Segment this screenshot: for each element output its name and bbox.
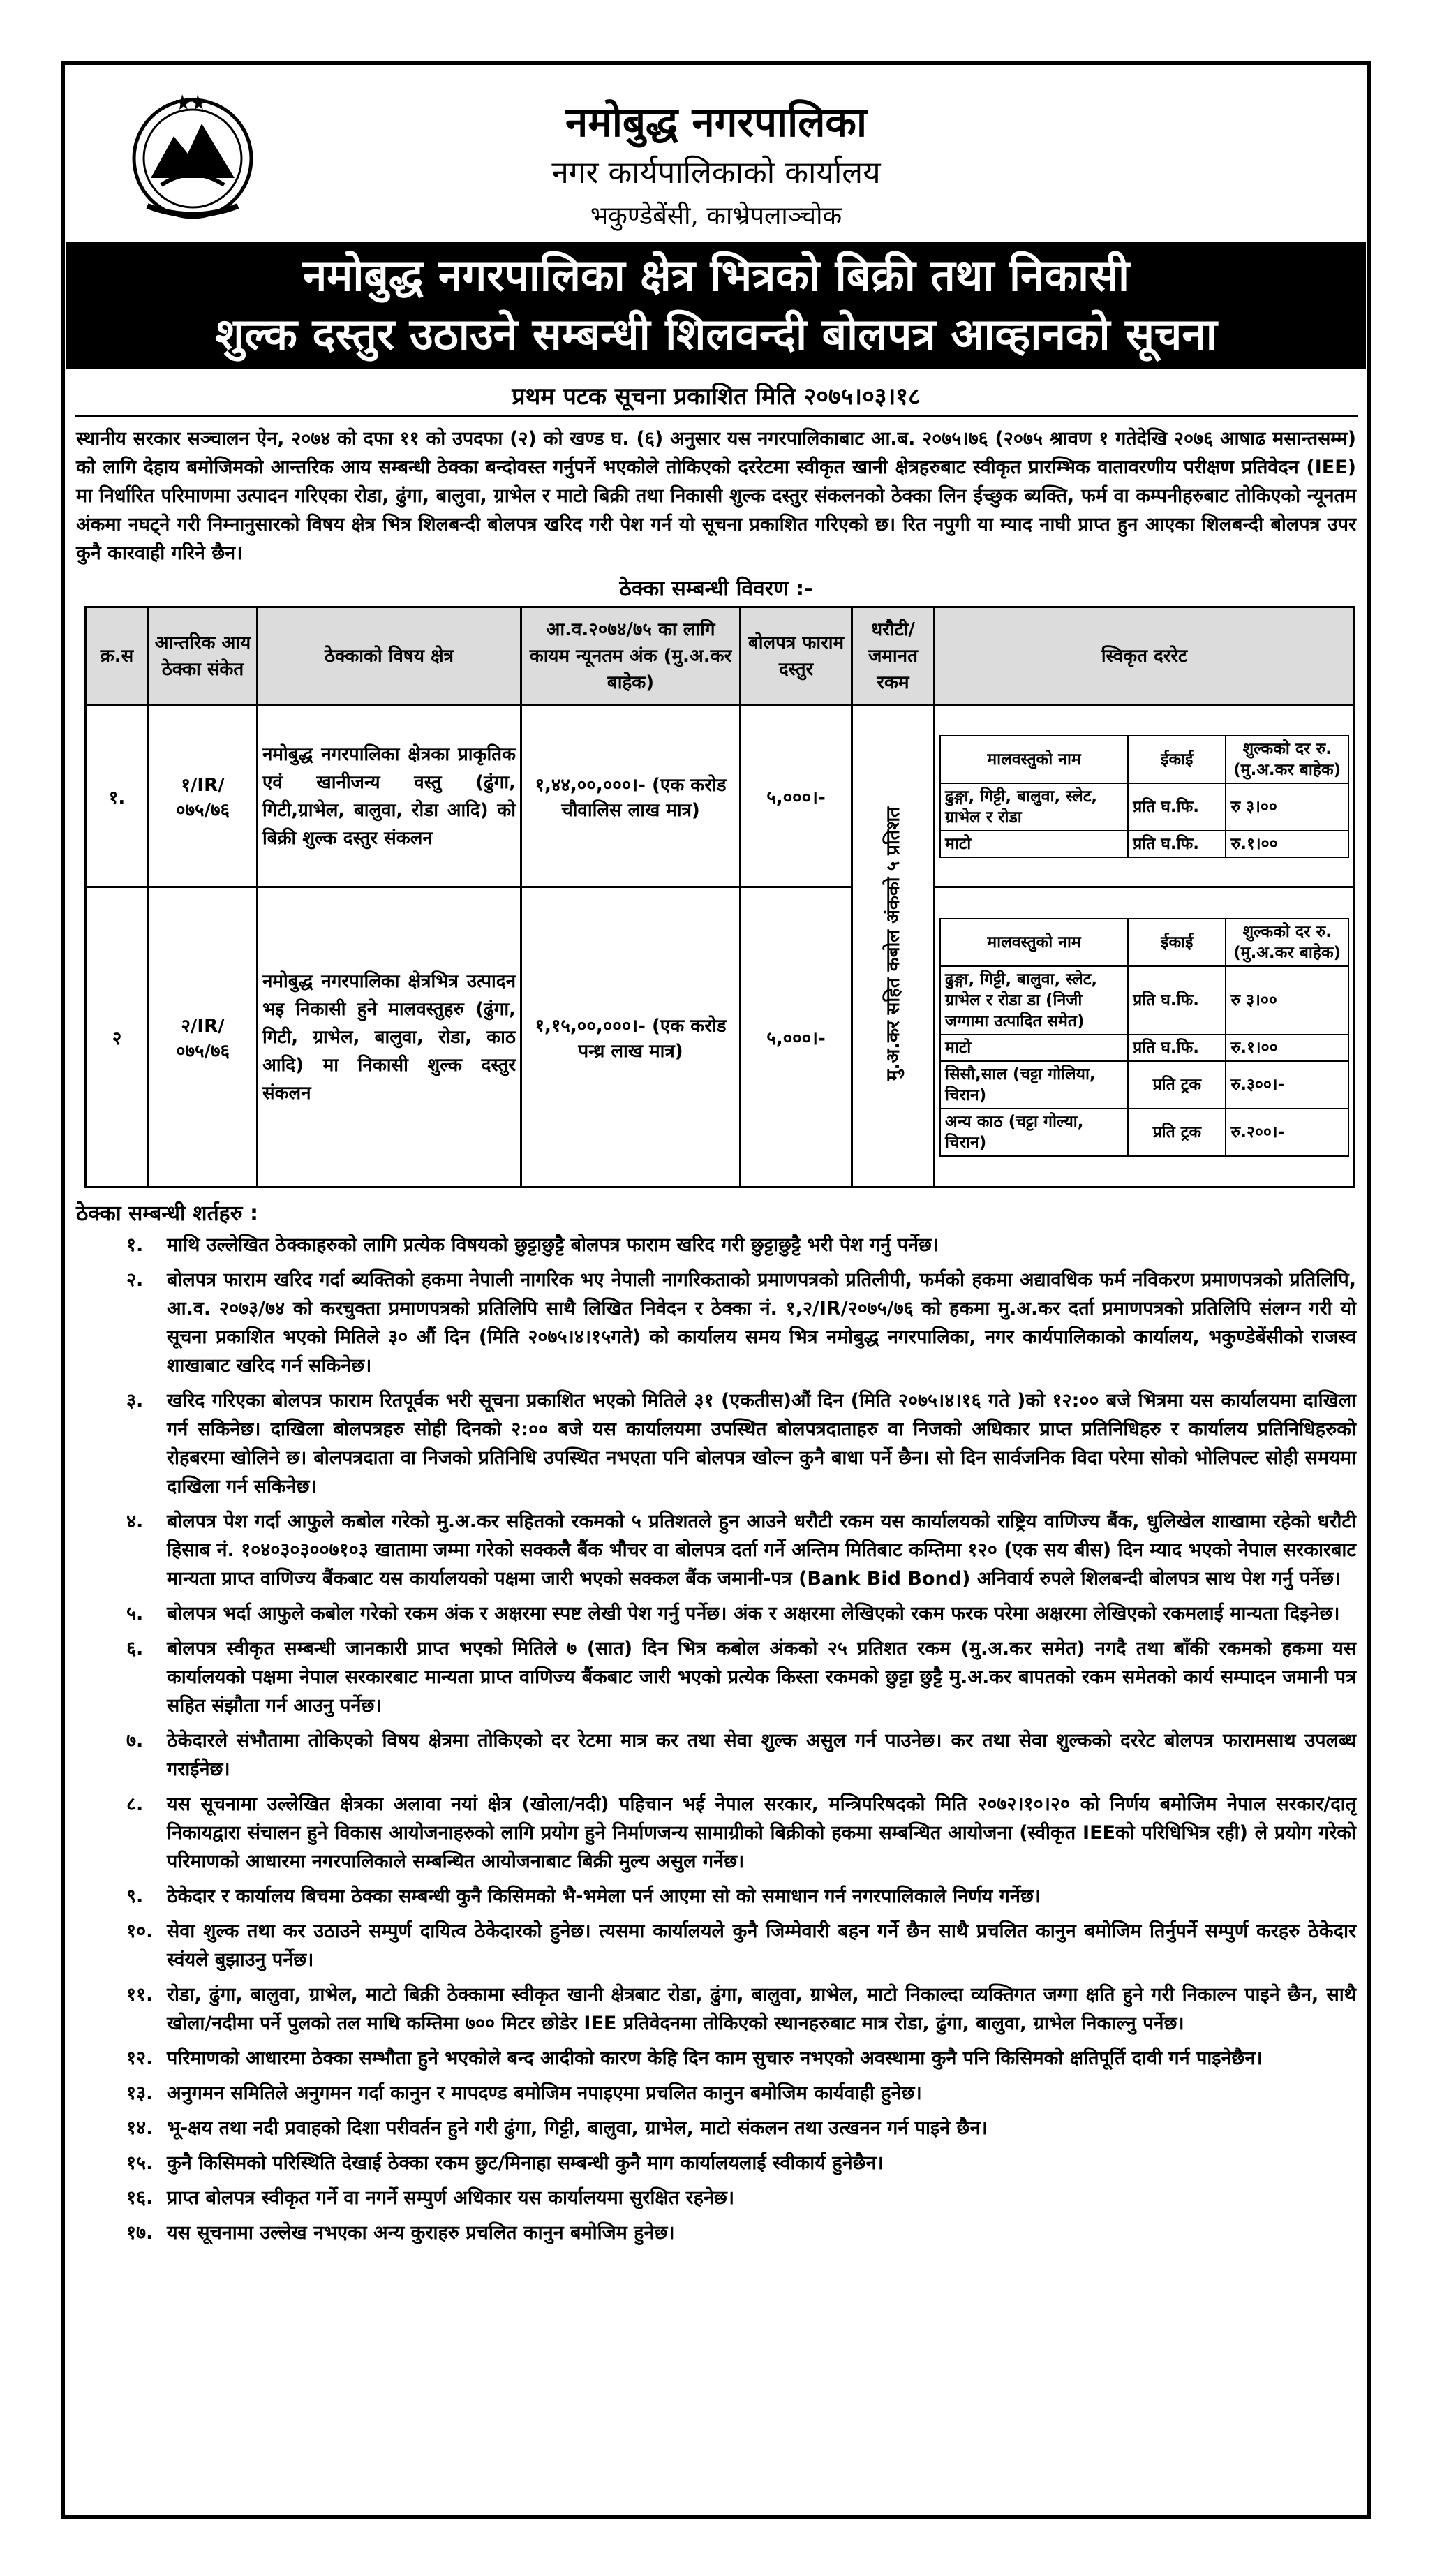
notice-title-line-1: नमोबुद्ध नगरपालिका क्षेत्र भित्रको बिक्री तथा निकासी	[302, 250, 1130, 301]
rate-item: माटो	[940, 831, 1128, 857]
rate-header-rate: शुल्कको दर रु.(मु.अ.कर बाहेक)	[1226, 919, 1348, 966]
rate-unit: प्रति ट्रक	[1128, 1061, 1226, 1109]
term-text: ठेकेदारले संभौतामा तोकिएको विषय क्षेत्रमा तोकिएको दर रेटमा मात्र कर तथा सेवा शुल्क असुल गर्न पाउनेछ। कर तथा सेवा शुल्कको दररेट बोलपत्र फारामसाथ उपलब्ध गराईनेछ।	[167, 1730, 1356, 1780]
rate-value: रु.२००।-	[1226, 1109, 1348, 1156]
row-subject: नमोबुद्ध नगरपालिका क्षेत्रभित्र उत्पादन भइ निकासी हुने मालवस्तुहरु (ढुंगा, गिटी, ग्राभेल, बालुवा, रोडा, काठ आदि) मा निकासी शुल्क दस्तुर संकलन	[258, 887, 521, 1187]
term-text: ठेकेदार र कार्यालय बिचमा ठेक्का सम्बन्धी कुनै किसिमको भै-भमेला पर्न आएमा सो को समाधान गर्न नगरपालिकाले निर्णय गर्नेछ।	[167, 1886, 1041, 1907]
term-number: ४.	[126, 1511, 144, 1532]
term-text: अनुगमन समितिले अनुगमन गर्दा कानुन र मापदण्ड बमोजिम नपाइएमा प्रचलित कानुन बमोजिम कार्यवाही हुनेछ।	[167, 2082, 922, 2104]
office-name: नगर कार्यपालिकाको कार्यालय	[551, 155, 881, 191]
rate-value: रु.१।००	[1226, 831, 1348, 857]
header-sn: क्र.स	[86, 607, 149, 706]
rate-item: ढुङ्गा, गिट्टी, बालुवा, स्लेट, ग्राभेल र रोडा डा (निजी जग्गामा उत्पादित समेत)	[940, 966, 1128, 1035]
list-item	[76, 2114, 1356, 2142]
rate-value: रु ३।००	[1226, 783, 1348, 831]
rate-item: माटो	[940, 1035, 1128, 1061]
rate-value: रु.१।००	[1226, 1035, 1348, 1061]
list-item	[76, 2184, 1356, 2212]
row-rate-cell	[935, 706, 1355, 887]
contract-details-table	[84, 606, 1355, 1188]
table-header-row	[86, 607, 1355, 706]
term-number: १७.	[126, 2222, 154, 2244]
list-item	[76, 2079, 1356, 2108]
term-number: ५.	[126, 1603, 144, 1624]
terms-title: ठेक्का सम्बन्धी शर्तहरु :	[76, 1201, 258, 1226]
rate-table	[939, 918, 1349, 1157]
list-item	[76, 1790, 1356, 1876]
row-sn: २	[86, 887, 149, 1187]
term-text: भू-क्षय तथा नदी प्रवाहको दिशा परीवर्तन हुने गरी ढुंगा, गिट्टी, बालुवा, ग्राभेल, माटो संकलन तथा उत्खनन गर्न पाइने छैन।	[167, 2117, 988, 2139]
rate-item: ढुङ्गा, गिट्टी, बालुवा, स्लेट, ग्राभेल र रोडा	[940, 783, 1128, 831]
header-subject: ठेक्काको विषय क्षेत्र	[258, 607, 521, 706]
row-form-fee: ५,०००।-	[741, 887, 852, 1187]
row-code: २/IR/ ०७५/७६	[149, 887, 258, 1187]
term-number: ९.	[126, 1886, 144, 1907]
term-number: १०.	[126, 1920, 154, 1942]
row-sn: १.	[86, 706, 149, 887]
list-item	[76, 1386, 1356, 1501]
org-name: नमोबुद्ध नगरपालिका	[565, 98, 867, 146]
notice-title-banner	[66, 242, 1366, 369]
term-text: माथि उल्लेखित ठेक्काहरुको लागि प्रत्येक विषयको छुट्टाछुट्टै बोलपत्र फाराम खरिद गरी छुट्टाछुट्टै भरी पेश गर्नु पर्नेछ।	[167, 1234, 939, 1256]
rate-header-item: मालवस्तुको नाम	[940, 736, 1128, 783]
intro-paragraph: स्थानीय सरकार सञ्चालन ऐन, २०७४ को दफा ११ को उपदफा (२) को खण्ड घ. (६) अनुसार यस नगरपालिकाबाट आ.ब. २०७५।७६ (२०७५ श्रावण १ गतेदेखि २०७६ आषाढ मसान्तसम्म) को लागि देहाय बमोजिमको आन्तरिक आय सम्बन्धी ठेक्का बन्दोवस्त गर्नुपर्ने भएकोले तोकिएको दररेटमा स्वीकृत खानी क्षेत्रहरुबाट स्वीकृत प्रारम्भिक वातावरणीय परीक्षण प्रतिवेदन (IEE) मा निर्धारित परिमाणमा उत्पादन गरिएका रोडा, ढुंगा, बालुवा, ग्राभेल र माटो बिक्री तथा निकासी शुल्क दस्तुर संकलनको ठेक्का लिन ईच्छुक ब्यक्ति, फर्म वा कम्पनीहरुबाट तोकिएको न्यूनतम अंकमा नघट्ने गरी निम्नानुसारको विषय क्षेत्र भित्र शिलबन्दी बोलपत्र खरिद गरी पेश गर्न यो सूचना प्रकाशित गरिएको छ। रित नपुगी या म्याद नाघी प्राप्त हुन आएका शिलबन्दी बोलपत्र उपर कुनै कारवाही गरिने छैन।	[76, 428, 1356, 564]
list-item	[76, 1266, 1356, 1380]
rate-value: रु.३००।-	[1226, 1061, 1348, 1109]
list-item	[76, 2044, 1356, 2073]
list-item	[76, 1726, 1356, 1784]
header-rate: स्विकृत दररेट	[935, 607, 1355, 706]
header-min-amount: आ.व.२०७४/७५ का लागि कायम न्यूनतम अंक (मु.अ.कर बाहेक)	[521, 607, 741, 706]
rate-header-rate: शुल्कको दर रु.(मु.अ.कर बाहेक)	[1226, 736, 1348, 783]
row-form-fee: ५,०००।-	[741, 706, 852, 887]
term-number: ३.	[126, 1390, 144, 1412]
term-text: यस सूचनामा उल्लेखित क्षेत्रका अलावा नयां क्षेत्र (खोला/नदी) पहिचान भई नेपाल सरकार, मन्त्रिपरिषदको मिति २०७२।१०।२० को निर्णय बमोजिम नेपाल सरकार/दातृ निकायद्वारा संचालन हुने विकास आयोजनाहरुको लागि प्रयोग हुने निर्माणजन्य सामाग्रीको बिक्रीको हकमा सम्बन्धित आयोजना (स्वीकृत IEEको परिधिभित्र रही) ले प्रयोग गरेको परिमाणको आधारमा नगरपालिकाले सम्बन्धित आयोजनाबाट बिक्री मुल्य असुल गर्नेछ।	[167, 1793, 1356, 1872]
header-form-fee: बोलपत्र फाराम दस्तुर	[741, 607, 852, 706]
list-item	[76, 1917, 1356, 1974]
table-row	[86, 706, 1355, 887]
rate-value: रु ३।००	[1226, 966, 1348, 1035]
list-item	[76, 1599, 1356, 1628]
term-number: १४.	[126, 2117, 154, 2139]
rate-item: सिसौ,साल (चट्टा गोलिया, चिरान)	[940, 1061, 1128, 1109]
table-title: ठेक्का सम्बन्धी विवरण :-	[619, 577, 813, 601]
term-text: बोलपत्र पेश गर्दा आफुले कबोल गरेको मु.अ.कर सहितको रकमको ५ प्रतिशतले हुन आउने धरौटी रकम यस कार्यालयको राष्ट्रिय वाणिज्य बैंक, धुलिखेल शाखामा रहेको धरौटी हिसाब नं. १०४०३०३००७१०३ खातामा जम्मा गरेको सक्कलै बैंक भौचर वा बोलपत्र दर्ता गर्ने अन्तिम मितिबाट कम्तिमा १२० (एक सय बीस) दिन म्याद भएको नेपाल सरकारबाट मान्यता प्राप्त वाणिज्य बैंकबाट यस कार्यालयको पक्षमा जारी भएको सक्कल बैंक जमानी-पत्र (Bank Bid Bond) अनिवार्य रुपले शिलबन्दी बोलपत्र साथ पेश गर्नु पर्नेछ।	[167, 1511, 1356, 1590]
rate-header-unit: ईकाई	[1128, 736, 1226, 783]
notice-page	[61, 61, 1371, 2519]
rate-item: अन्य काठ (चट्टा गोल्या, चिरान)	[940, 1109, 1128, 1156]
term-number: ६.	[126, 1638, 144, 1659]
term-text: रोडा, ढुंगा, बालुवा, ग्राभेल, माटो बिक्री ठेक्कामा स्वीकृत खानी क्षेत्रबाट रोडा, ढुंगा, बालुवा, ग्राभेल, माटो निकाल्दा व्यक्तिगत जग्गा क्षति हुने गरी निकाल्न पाइने छैन, साथै खोला/नदीमा पर्ने पुलको तल माथि कम्तिमा ७०० मिटर छोडेर IEE प्रतिवेदनमा तोकिएको स्थानहरुबाट मात्र रोडा, ढुंगा, बालुवा, ग्राभेल निकाल्नु पर्नेछ।	[167, 1984, 1356, 2034]
term-number: १२.	[126, 2048, 154, 2069]
rate-unit: प्रति ट्रक	[1128, 1109, 1226, 1156]
list-item	[76, 2149, 1356, 2177]
row-min-amount: १,४४,००,०००।- (एक करोड चौवालिस लाख मात्र)	[521, 706, 741, 887]
terms-list	[65, 1231, 1367, 2247]
term-text: यस सूचनामा उल्लेख नभएका अन्य कुराहरु प्रचलित कानुन बमोजिम हुनेछ।	[167, 2222, 675, 2244]
rate-table	[939, 735, 1349, 858]
list-item	[76, 1882, 1356, 1911]
list-item	[76, 1634, 1356, 1720]
row-code: १/IR/ ०७५/७६	[149, 706, 258, 887]
term-number: १६.	[126, 2187, 154, 2209]
office-address: भकुण्डेबेंसी, काभ्रेपलाञ्चोक	[590, 202, 842, 230]
rate-header-item: मालवस्तुको नाम	[940, 919, 1128, 966]
list-item	[76, 1231, 1356, 1259]
term-number: ७.	[126, 1730, 144, 1752]
rate-unit: प्रति घ.फि.	[1128, 966, 1226, 1035]
term-text: परिमाणको आधारमा ठेक्का सम्भौता हुने भएकोले बन्द आदीको कारण केहि दिन काम सुचारु नभएको अवस्थामा कुनै पनि किसिमको क्षतिपूर्ति दावी गर्न पाइनेछैन।	[167, 2048, 1263, 2069]
term-text: प्राप्त बोलपत्र स्वीकृत गर्ने वा नगर्ने सम्पुर्ण अधिकार यस कार्यालयमा सुरक्षित रहनेछ।	[167, 2187, 735, 2209]
term-text: खरिद गरिएका बोलपत्र फाराम रितपूर्वक भरी सूचना प्रकाशित भएको मितिले ३१ (एकतीस)औं दिन (मिति २०७५।४।१६ गते )को १२:०० बजे भित्रमा यस कार्यालयमा दाखिला गर्न सकिनेछ। दाखिला बोलपत्रहरु सोही दिनको २:०० बजे यस कार्यालयमा उपस्थित बोलपत्रदाताहरु वा निजको अधिकार प्राप्त प्रतिनिधिहरु र कार्यालय प्रतिनिधिहरुको रोहबरमा खोलिने छ। बोलपत्रदाता वा निजको प्रतिनिधि उपस्थित नभएता पनि बोलपत्र खोल्न कुनै बाधा पर्ने छैन। सो दिन सार्वजनिक विदा परेमा सोको भोलिपल्ट सोही समयमा दाखिला गर्न सकिनेछ।	[167, 1390, 1356, 1497]
publication-date: प्रथम पटक सूचना प्रकाशित मिति २०७५।०३।१८	[75, 369, 1358, 417]
term-text: बोलपत्र फाराम खरिद गर्दा ब्यक्तिको हकमा नेपाली नागरिक भए नेपाली नागरिकताको प्रमाणपत्रको प्रतिलीपी, फर्मको हकमा अद्यावधिक फर्म नविकरण प्रमाणपत्रको प्रतिलिपि, आ.व. २०७३/७४ को करचुक्ता प्रमाणपत्रको प्रतिलिपि साथै लिखित निवेदन र ठेक्का नं. १,२/IR/२०७५/७६ को हकमा मु.अ.कर दर्ता प्रमाणपत्रको प्रतिलिपि संलग्न गरी यो सूचना प्रकाशित भएको मितिले ३० औं दिन (मिति २०७५।४।१५गते) को कार्यालय समय भित्र नमोबुद्ध नगरपालिका, नगर कार्यपालिकाको कार्यालय, भकुण्डेबेंसीको राजस्व शाखाबाट खरिद गर्न सकिनेछ।	[167, 1269, 1356, 1377]
header	[65, 65, 1367, 242]
row-rate-cell	[935, 887, 1355, 1187]
term-number: १.	[126, 1234, 144, 1256]
list-item	[76, 1981, 1356, 2038]
header-code: आन्तरिक आय ठेक्का संकेत	[149, 607, 258, 706]
term-text: बोलपत्र स्वीकृत सम्बन्धी जानकारी प्राप्त भएको मितिले ७ (सात) दिन भित्र कबोल अंकको २५ प्रतिशत रकम (मु.अ.कर समेत) नगदै तथा बाँकी रकमको हकमा यस कार्यालयको पक्षमा नेपाल सरकारबाट मान्यता प्राप्त वाणिज्य बैंकबाट जारी भएको प्रत्येक किस्ता रकमको छुट्टा छुट्टै मु.अ.कर बापतको रकम समेतको कार्य सम्पादन जमानी पत्र सहित संझौता गर्न आउनु पर्नेछ।	[167, 1638, 1356, 1717]
list-item	[76, 1507, 1356, 1593]
table-row	[86, 887, 1355, 1187]
term-number: १३.	[126, 2082, 154, 2104]
header-deposit: धरौटी/ जमानत रकम	[852, 607, 935, 706]
list-item	[76, 2219, 1356, 2247]
term-number: २.	[126, 1269, 144, 1291]
rate-unit: प्रति घ.फि.	[1128, 831, 1226, 857]
row-min-amount: १,१५,००,०००।- (एक करोड पन्ध्र लाख मात्र)	[521, 887, 741, 1187]
term-number: ८.	[126, 1793, 144, 1815]
row-subject: नमोबुद्ध नगरपालिका क्षेत्रका प्राकृतिक एवं खानीजन्य वस्तु (ढुंगा, गिटी,ग्राभेल, बालुवा, रोडा आदि) को बिक्री शुल्क दस्तुर संकलन	[258, 706, 521, 887]
rate-unit: प्रति घ.फि.	[1128, 783, 1226, 831]
term-text: सेवा शुल्क तथा कर उठाउने सम्पुर्ण दायित्व ठेकेदारको हुनेछ। त्यसमा कार्यालयले कुनै जिम्मेवारी बहन गर्ने छैन साथै प्रचलित कानुन बमोजिम तिर्नुपर्ने सम्पुर्ण करहरु ठेकेदार स्वंयले बुझाउनु पर्नेछ।	[167, 1920, 1356, 1971]
notice-title-line-2: शुल्क दस्तुर उठाउने सम्बन्धी शिलवन्दी बोलपत्र आव्हानको सूचना	[215, 309, 1217, 360]
term-text: बोलपत्र भर्दा आफुले कबोल गरेको रकम अंक र अक्षरमा स्पष्ट लेखी पेश गर्नु पर्नेछ। अंक र अक्षरमा लेखिएको रकम फरक परेमा अक्षरमा लेखिएको रकमलाई मान्यता दिइनेछ।	[167, 1603, 1340, 1624]
term-text: कुनै किसिमको परिस्थिति देखाई ठेक्का रकम छुट/मिनाहा सम्बन्धी कुनै माग कार्यालयलाई स्वीकार्य हुनेछैन।	[167, 2152, 884, 2174]
row-deposit	[852, 706, 935, 1187]
deposit-text: मु.अ.कर सहित कबोल अंकको ५ प्रतिशत	[882, 806, 904, 1081]
rate-header-unit: ईकाई	[1128, 919, 1226, 966]
term-number: ११.	[126, 1984, 154, 2006]
term-number: १५.	[126, 2152, 154, 2174]
rate-unit: प्रति घ.फि.	[1128, 1035, 1226, 1061]
